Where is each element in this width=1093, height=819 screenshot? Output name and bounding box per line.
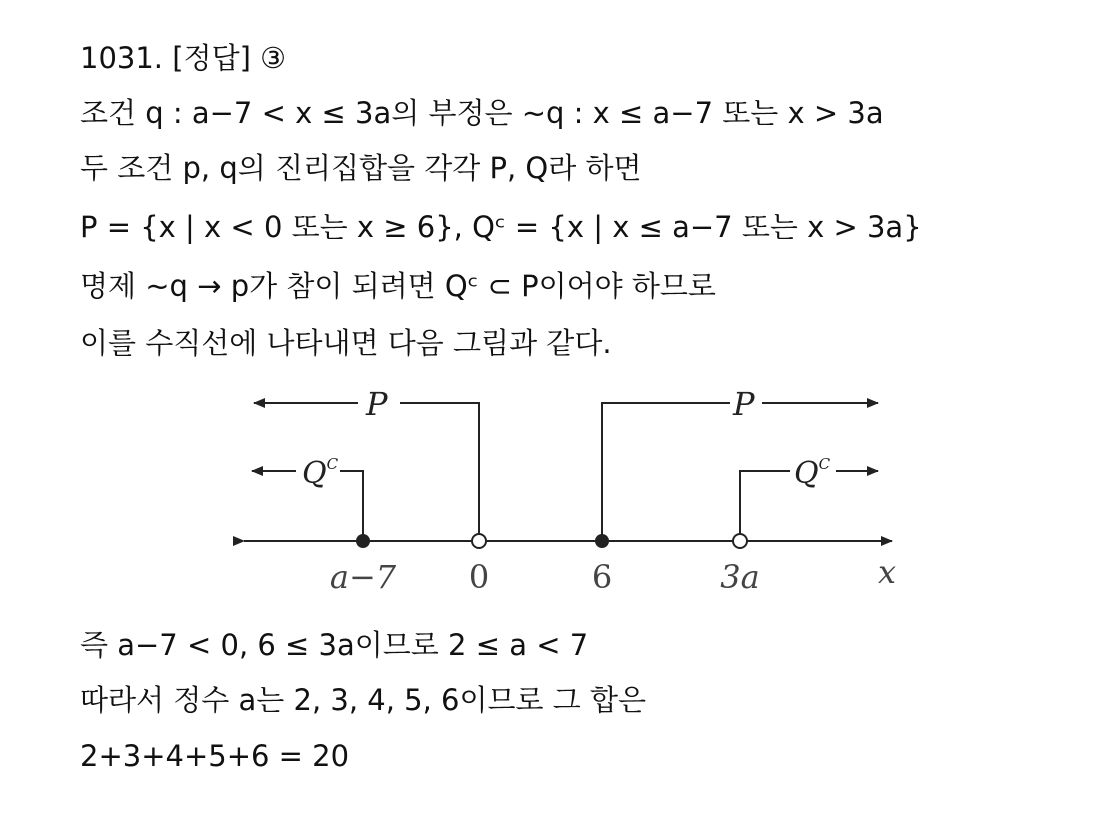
axis-variable-label: x bbox=[877, 553, 897, 591]
tick-label-0: 0 bbox=[468, 558, 490, 596]
p-left-bracket bbox=[400, 403, 479, 535]
set-definition-line: P = {x | x < 0 또는 x ≥ 6}, Qᶜ = {x | x ≤ a−7 또는 x > 3a} bbox=[80, 210, 922, 244]
tick-label-a-minus-7: a−7 bbox=[329, 558, 397, 596]
p-left-label: P bbox=[366, 385, 388, 423]
integer-values-line: 따라서 정수 a는 2, 3, 4, 5, 6이므로 그 합은 bbox=[80, 683, 647, 717]
point-a-minus-7 bbox=[356, 534, 370, 548]
p-right-label: P bbox=[733, 385, 755, 423]
qc-left-bracket bbox=[340, 471, 363, 535]
truth-set-line: 두 조건 p, q의 진리집합을 각각 P, Q라 하면 bbox=[80, 151, 642, 185]
numberline-intro-line: 이를 수직선에 나타내면 다음 그림과 같다. bbox=[80, 326, 612, 360]
point-3a bbox=[733, 534, 747, 548]
qc-left-label: $Q^C$ bbox=[302, 455, 339, 491]
answer-header: 1031. [정답] ③ bbox=[80, 41, 287, 75]
point-0 bbox=[472, 534, 486, 548]
point-6 bbox=[595, 534, 609, 548]
sum-line: 2+3+4+5+6 = 20 bbox=[80, 739, 350, 773]
proposition-line: 명제 ∼q → p가 참이 되려면 Qᶜ ⊂ P이어야 하므로 bbox=[80, 269, 716, 303]
p-right-bracket bbox=[602, 403, 730, 535]
negation-line: 조건 q : a−7 < x ≤ 3a의 부정은 ∼q : x ≤ a−7 또는 x > 3a bbox=[80, 96, 884, 130]
tick-label-3a: 3a bbox=[720, 558, 760, 596]
inequality-result-line: 즉 a−7 < 0, 6 ≤ 3a이므로 2 ≤ a < 7 bbox=[80, 628, 589, 662]
qc-right-bracket bbox=[740, 471, 790, 535]
number-line-figure bbox=[230, 383, 910, 603]
tick-label-6: 6 bbox=[591, 558, 613, 596]
qc-right-label: $Q^C$ bbox=[794, 455, 831, 491]
